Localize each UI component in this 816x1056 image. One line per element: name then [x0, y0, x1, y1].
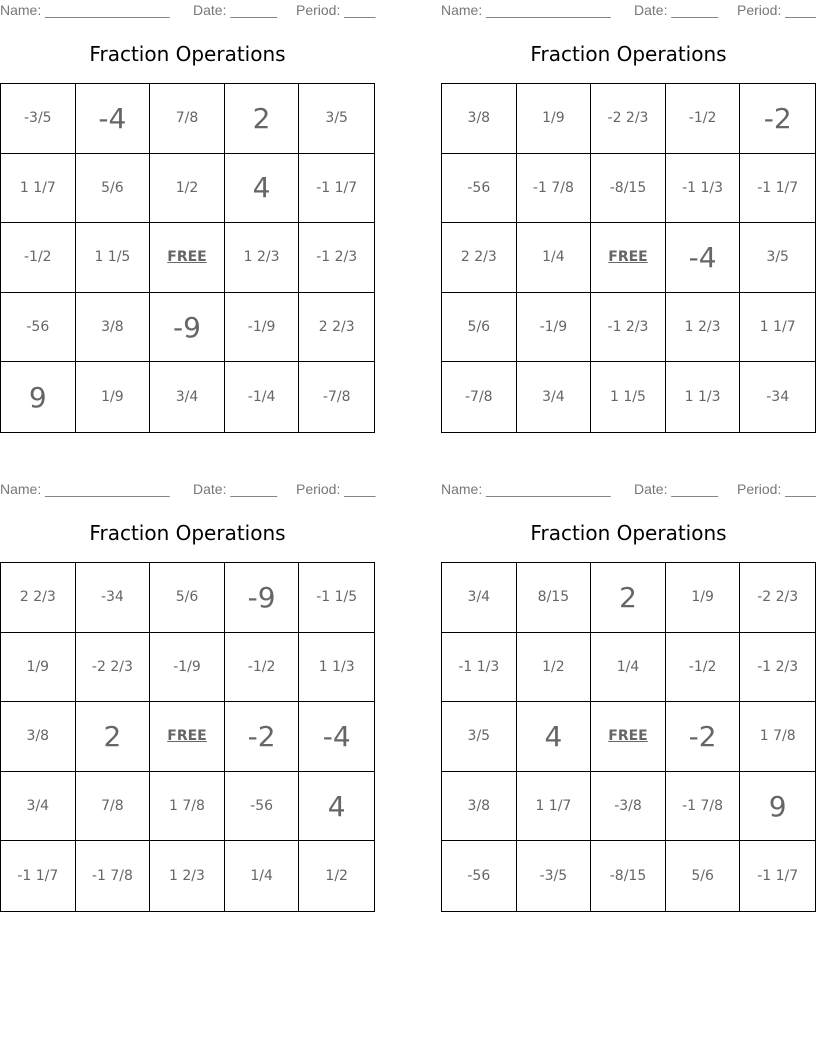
bingo-cell[interactable]: -9 — [150, 293, 225, 363]
bingo-cell[interactable]: 4 — [517, 702, 592, 772]
bingo-cell[interactable]: 3/8 — [76, 293, 151, 363]
bingo-card-4 — [441, 479, 816, 919]
date-field[interactable]: Date: ______ — [634, 481, 719, 497]
student-info-header — [0, 2, 375, 18]
bingo-cell[interactable]: -1 1/3 — [666, 154, 741, 224]
bingo-cell[interactable]: 1/2 — [150, 154, 225, 224]
bingo-cell[interactable]: 3/5 — [442, 702, 517, 772]
student-info-header — [0, 481, 375, 497]
bingo-cell[interactable]: -1 7/8 — [666, 772, 741, 842]
bingo-cell[interactable]: -2 2/3 — [76, 633, 151, 703]
bingo-cell[interactable]: 2 2/3 — [1, 563, 76, 633]
bingo-cell[interactable]: -1 1/7 — [299, 154, 374, 224]
bingo-cell[interactable]: 1 1/7 — [517, 772, 592, 842]
name-field[interactable]: Name: ________________ — [0, 2, 170, 18]
bingo-cell[interactable]: 1/2 — [517, 633, 592, 703]
bingo-cell[interactable]: -7/8 — [322, 389, 351, 406]
bingo-cell[interactable]: 1/4 — [225, 841, 300, 911]
bingo-cell[interactable]: -56 — [442, 154, 517, 224]
bingo-cell[interactable]: 4 — [299, 772, 374, 842]
bingo-cell[interactable]: 4 — [225, 154, 300, 224]
bingo-card-2 — [441, 0, 816, 440]
free-space-cell[interactable]: FREE — [591, 702, 666, 772]
bingo-cell[interactable]: 3/8 — [442, 84, 517, 154]
bingo-cell[interactable]: -56 — [1, 293, 76, 363]
bingo-cell[interactable]: -1/2 — [225, 633, 300, 703]
card-title: Fraction Operations — [530, 521, 727, 545]
bingo-cell[interactable]: -1 2/3 — [299, 223, 374, 293]
name-field[interactable]: Name: ________________ — [441, 481, 611, 497]
bingo-cell[interactable]: 3/4 — [442, 563, 517, 633]
bingo-cell[interactable]: 1/2 — [325, 868, 348, 885]
bingo-cell[interactable]: 1/4 — [591, 633, 666, 703]
period-field[interactable]: Period: ____ — [737, 2, 816, 18]
bingo-cell[interactable]: -8/15 — [591, 154, 666, 224]
bingo-cell[interactable]: 5/6 — [666, 841, 741, 911]
bingo-cell[interactable]: 1 2/3 — [225, 223, 300, 293]
bingo-cell[interactable]: 7/8 — [150, 84, 225, 154]
bingo-cell[interactable]: 1/9 — [1, 633, 76, 703]
bingo-cell[interactable]: 2 2/3 — [442, 223, 517, 293]
bingo-cell[interactable]: 3/5 — [740, 223, 815, 293]
bingo-cell[interactable]: -4 — [666, 223, 741, 293]
bingo-cell[interactable]: 1/9 — [517, 84, 592, 154]
bingo-cell[interactable]: -1 1/5 — [299, 563, 374, 633]
bingo-cell[interactable]: -1/9 — [517, 293, 592, 363]
bingo-grid — [0, 562, 375, 912]
date-field[interactable]: Date: ______ — [634, 2, 719, 18]
bingo-cell[interactable]: -1 1/3 — [442, 633, 517, 703]
bingo-cell[interactable]: -1 7/8 — [76, 841, 151, 911]
bingo-cell[interactable]: -1/9 — [150, 633, 225, 703]
period-field[interactable]: Period: ____ — [737, 481, 816, 497]
bingo-cell[interactable]: -1/9 — [225, 293, 300, 363]
bingo-cell[interactable]: 1/9 — [666, 563, 741, 633]
bingo-cell[interactable]: 2 — [225, 84, 300, 154]
bingo-card-3 — [0, 479, 375, 919]
bingo-cell[interactable]: 1 1/7 — [1, 154, 76, 224]
student-info-header — [441, 2, 816, 18]
bingo-cell[interactable]: 3/5 — [299, 84, 374, 154]
bingo-cell[interactable]: 1 1/5 — [76, 223, 151, 293]
bingo-cell[interactable]: -2 — [740, 84, 815, 154]
bingo-cell[interactable]: 1/4 — [517, 223, 592, 293]
bingo-cell[interactable]: -7/8 — [442, 362, 517, 432]
student-info-header — [441, 481, 816, 497]
bingo-cell[interactable]: 5/6 — [76, 154, 151, 224]
bingo-cell[interactable]: -3/8 — [591, 772, 666, 842]
bingo-cell[interactable]: -1 1/7 — [1, 841, 76, 911]
card-title: Fraction Operations — [89, 42, 286, 66]
bingo-cell[interactable]: -1 1/7 — [757, 868, 799, 885]
bingo-cell[interactable]: 3/8 — [1, 702, 76, 772]
bingo-cell[interactable]: -3/5 — [1, 84, 76, 154]
name-field[interactable]: Name: ________________ — [0, 481, 170, 497]
date-field[interactable]: Date: ______ — [193, 481, 278, 497]
bingo-cell[interactable]: -1/2 — [1, 223, 76, 293]
bingo-cell[interactable]: -2 2/3 — [740, 563, 815, 633]
bingo-cell[interactable]: 1 1/3 — [299, 633, 374, 703]
bingo-cell[interactable]: -1 2/3 — [591, 293, 666, 363]
bingo-cell[interactable]: 3/4 — [1, 772, 76, 842]
bingo-cell[interactable]: 8/15 — [517, 563, 592, 633]
bingo-cell[interactable]: 1 1/5 — [591, 362, 666, 432]
bingo-cell[interactable]: 1 1/7 — [740, 293, 815, 363]
bingo-cell[interactable]: 1 1/3 — [666, 362, 741, 432]
bingo-cell[interactable]: -8/15 — [591, 841, 666, 911]
bingo-cell[interactable]: -4 — [299, 702, 374, 772]
bingo-cell[interactable]: 9 — [740, 772, 815, 842]
card-title: Fraction Operations — [530, 42, 727, 66]
bingo-cell[interactable]: -1 2/3 — [740, 633, 815, 703]
free-space-cell[interactable]: FREE — [150, 223, 225, 293]
period-field[interactable]: Period: ____ — [296, 481, 376, 497]
bingo-cell[interactable]: 5/6 — [150, 563, 225, 633]
bingo-cell[interactable]: -2 — [225, 702, 300, 772]
bingo-cell[interactable]: -1/2 — [666, 84, 741, 154]
name-field[interactable]: Name: ________________ — [441, 2, 611, 18]
bingo-cell[interactable]: 9 — [1, 362, 76, 432]
bingo-cell[interactable]: 2 — [76, 702, 151, 772]
free-space-cell[interactable]: FREE — [591, 223, 666, 293]
bingo-cell[interactable]: -1 7/8 — [517, 154, 592, 224]
bingo-cell[interactable]: -3/5 — [517, 841, 592, 911]
bingo-cell[interactable]: -34 — [76, 563, 151, 633]
bingo-cell[interactable]: 1/9 — [76, 362, 151, 432]
bingo-cell[interactable]: -56 — [225, 772, 300, 842]
bingo-cell[interactable]: 1 7/8 — [150, 772, 225, 842]
bingo-cell[interactable]: -9 — [225, 563, 300, 633]
bingo-cell[interactable]: 2 2/3 — [299, 293, 374, 363]
bingo-card-1 — [0, 0, 375, 440]
bingo-cell[interactable]: -1/4 — [225, 362, 300, 432]
bingo-cell[interactable]: 7/8 — [76, 772, 151, 842]
bingo-cell[interactable]: 1 7/8 — [740, 702, 815, 772]
free-space-cell[interactable]: FREE — [150, 702, 225, 772]
bingo-cell[interactable]: -56 — [442, 841, 517, 911]
bingo-cell[interactable]: -2 2/3 — [591, 84, 666, 154]
bingo-grid — [441, 83, 816, 433]
bingo-cell[interactable]: 3/8 — [442, 772, 517, 842]
bingo-cell[interactable]: -34 — [766, 389, 790, 406]
period-field[interactable]: Period: ____ — [296, 2, 376, 18]
bingo-cell[interactable]: -1 1/7 — [740, 154, 815, 224]
bingo-cell[interactable]: 3/4 — [517, 362, 592, 432]
bingo-cell[interactable]: 2 — [591, 563, 666, 633]
bingo-grid — [0, 83, 375, 433]
bingo-cell[interactable]: 3/4 — [150, 362, 225, 432]
bingo-cell[interactable]: -4 — [76, 84, 151, 154]
bingo-cell[interactable]: 1 2/3 — [666, 293, 741, 363]
bingo-cell[interactable]: -2 — [666, 702, 741, 772]
bingo-cell[interactable]: 1 2/3 — [150, 841, 225, 911]
card-title: Fraction Operations — [89, 521, 286, 545]
date-field[interactable]: Date: ______ — [193, 2, 278, 18]
bingo-grid — [441, 562, 816, 912]
bingo-cell[interactable]: -1/2 — [666, 633, 741, 703]
bingo-cell[interactable]: 5/6 — [442, 293, 517, 363]
